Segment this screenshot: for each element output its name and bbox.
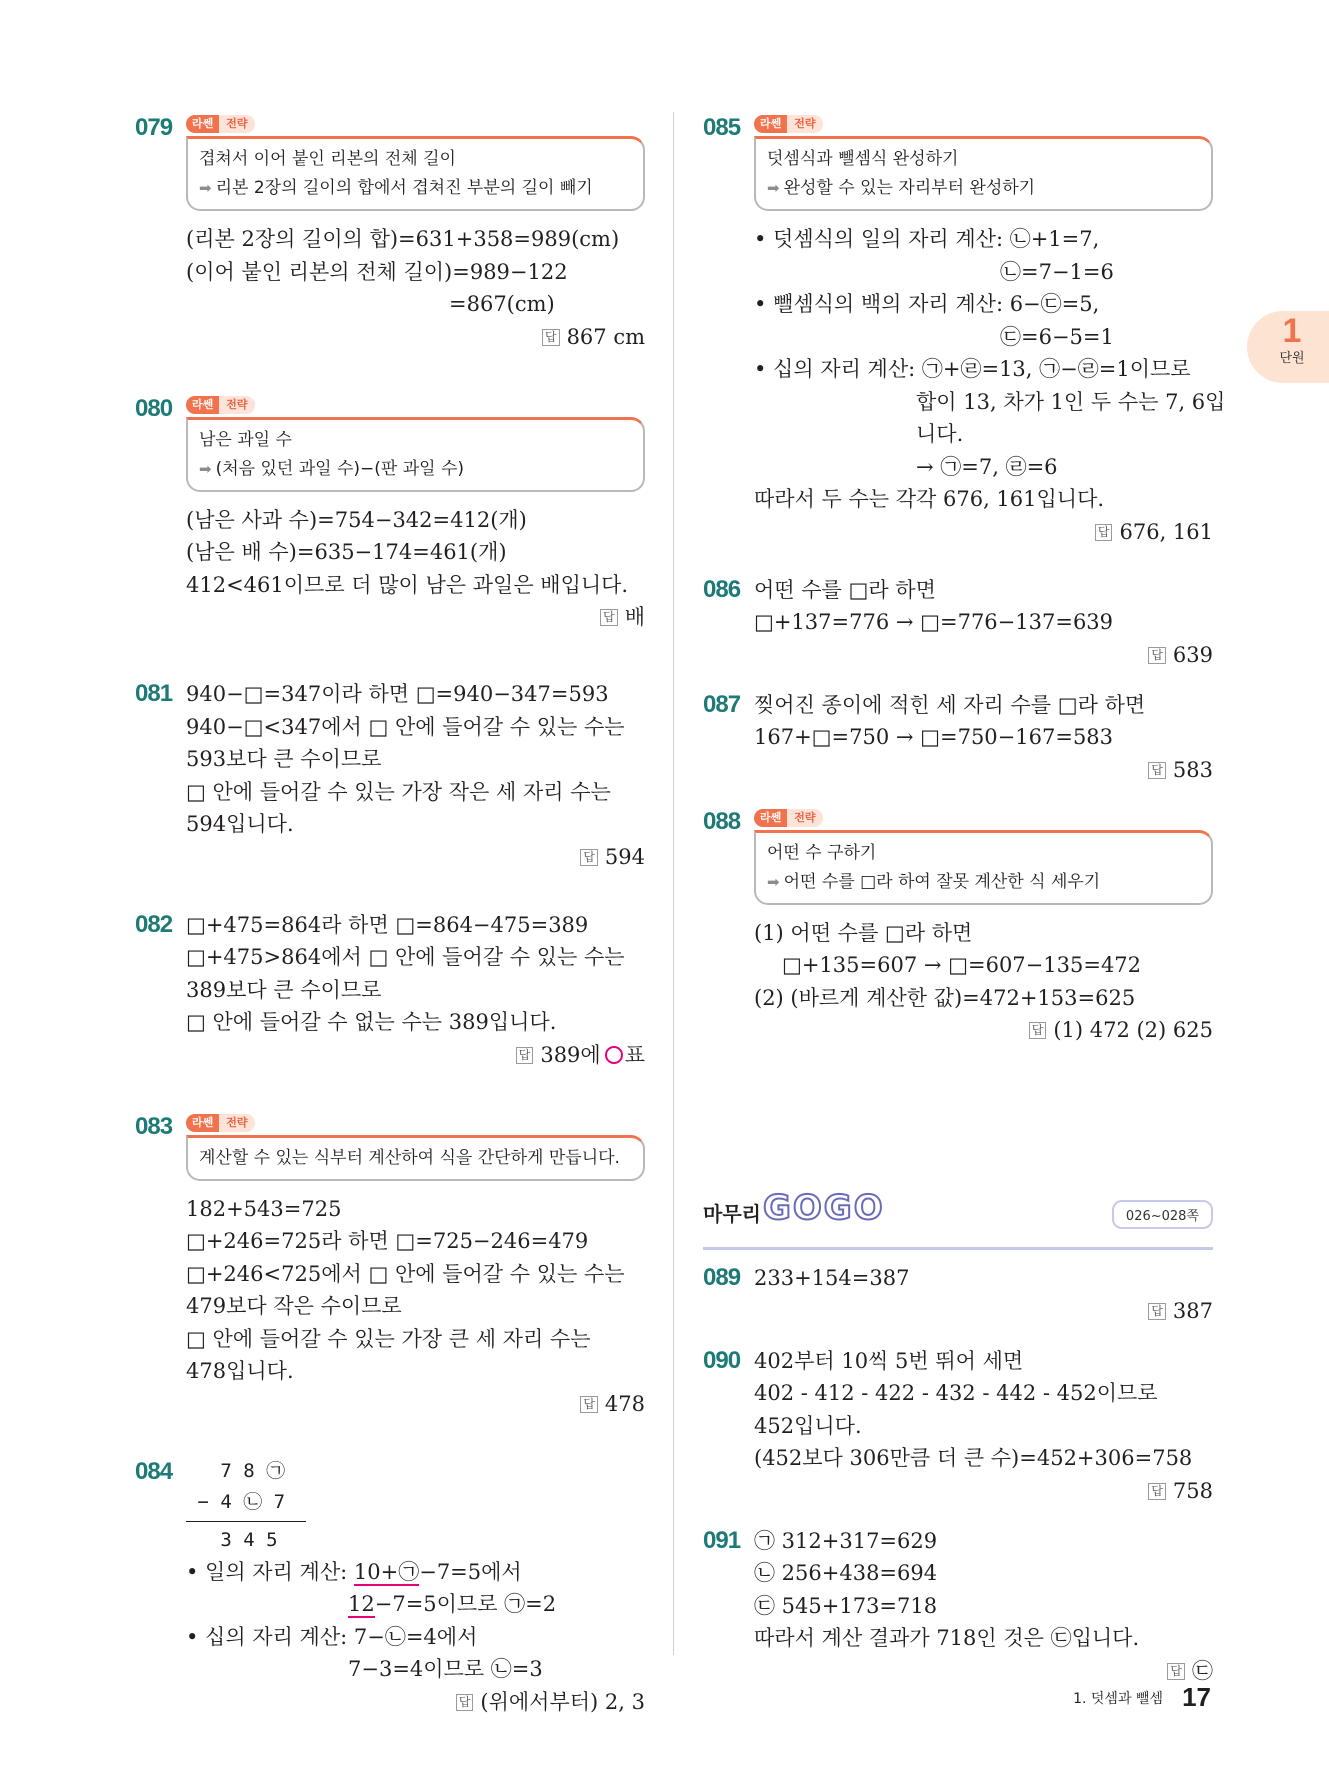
- answer: 답 758: [754, 1475, 1213, 1507]
- problem-number: 086: [703, 575, 741, 603]
- problem-number: 082: [135, 910, 173, 938]
- strategy-tag: 라쎈 전략: [186, 393, 645, 417]
- problem-086: [703, 574, 1213, 671]
- answer: 답 594: [186, 841, 645, 873]
- solution-lines: 402부터 10씩 5번 뛰어 세면 402 - 412 - 422 - 432 - 442 - 452이므로 452입니다. (452보다 306만큼 더 큰 수)=452+306=758: [754, 1348, 1193, 1470]
- answer-label-icon: 답: [1167, 1663, 1185, 1680]
- answer-label-icon: 답: [1148, 1483, 1166, 1500]
- problem-number: 084: [135, 1457, 173, 1485]
- solution-lines: 940−□=347이라 하면 □=940−347=593 940−□<347에서 □ 안에 들어갈 수 있는 수는 593보다 큰 수이므로 □ 안에 들어갈 수 있는 가장 작은 세 자리 수는 594입니다.: [186, 682, 625, 836]
- problem-091: [703, 1525, 1213, 1687]
- answer-label-icon: 답: [580, 849, 598, 866]
- answer-label-icon: 답: [1148, 647, 1166, 664]
- chapter-title: 1. 덧셈과 뺄셈: [1073, 1690, 1163, 1707]
- solution-lines: 찢어진 종이에 적힌 세 자리 수를 □라 하면 167+□=750 → □=750−167=583: [754, 692, 1146, 749]
- strategy-hint-box: 어떤 수 구하기 ➡ 어떤 수를 □라 하여 잘못 계산한 식 세우기: [754, 830, 1213, 905]
- answer-label-icon: 답: [1029, 1022, 1047, 1039]
- answer-label-icon: 답: [456, 1694, 474, 1711]
- problem-087: [703, 689, 1213, 786]
- solution-lines: 233+154=387: [754, 1266, 910, 1290]
- unit-number: 1: [1282, 312, 1302, 350]
- strategy-tag: 라쎈 전략: [754, 806, 1213, 830]
- problem-080: [135, 393, 645, 634]
- problem-082: [135, 909, 645, 1071]
- answer: 답 676, 161: [754, 516, 1213, 548]
- answer-label-icon: 답: [1148, 1303, 1166, 1320]
- left-column: [135, 112, 645, 1718]
- strategy-tag: 라쎈 전략: [186, 1111, 645, 1135]
- answer: 답 ㉢: [754, 1655, 1213, 1687]
- problem-079: [135, 112, 645, 353]
- strategy-hint-box: 덧셈식과 뺄셈식 완성하기 ➡ 완성할 수 있는 자리부터 완성하기: [754, 136, 1213, 211]
- problem-090: [703, 1345, 1213, 1507]
- page-footer: [1073, 1682, 1211, 1713]
- unit-label: 단원: [1279, 351, 1305, 366]
- problem-number: 080: [135, 394, 173, 422]
- answer: 답 (1) 472 (2) 625: [754, 1014, 1213, 1046]
- right-column: [703, 112, 1226, 1687]
- problem-number: 091: [703, 1526, 741, 1554]
- problem-089: [703, 1262, 1213, 1327]
- arrow-icon: ➡: [199, 459, 212, 478]
- strategy-tag: 라쎈 전략: [754, 112, 1213, 136]
- problem-085: [703, 112, 1226, 548]
- answer: 답 478: [186, 1388, 645, 1420]
- answer: 답 배: [186, 601, 645, 633]
- review-section-header: [703, 1186, 1213, 1250]
- arrow-icon: ➡: [767, 872, 780, 891]
- circle-mark-icon: [605, 1046, 623, 1064]
- unit-tab: [1247, 311, 1329, 383]
- problem-084: [135, 1456, 645, 1718]
- solution-lines: □+475=864라 하면 □=864−475=389 □+475>864에서 □ 안에 들어갈 수 있는 수는 389보다 큰 수이므로 □ 안에 들어갈 수 없는 수는 389입니다.: [186, 912, 625, 1034]
- gogo-logo: GOGO: [763, 1188, 885, 1228]
- solution-lines: (리본 2장의 길이의 합)=631+358=989(cm) (이어 붙인 리본의 전체 길이)=989−122 =867(cm): [186, 227, 620, 316]
- solution-lines: 182+543=725 □+246=725라 하면 □=725−246=479 □+246<725에서 □ 안에 들어갈 수 있는 수는 479보다 작은 수이므로 □ 안에 들어갈 수 있는 가장 큰 세 자리 수는 478입니다.: [186, 1196, 625, 1383]
- answer: 답 583: [754, 754, 1213, 786]
- solution-lines: • 덧셈식의 일의 자리 계산: ㉡+1=7, ㉡=7−1=6 • 뺄셈식의 백의 자리 계산: 6−㉢=5, ㉢=6−5=1 • 십의 자리 계산: ㉠+㉣=13, ㉠−㉣=1이므로 합이 13, 차가 1인 두 수는 7, 6입 니다. → ㉠=7, ㉣=6 따라서 두 수는 각각 676, 161입니다.: [754, 227, 1226, 511]
- arrow-icon: ➡: [199, 179, 212, 197]
- problem-083: [135, 1111, 645, 1420]
- solution-lines: 어떤 수를 □라 하면 □+137=776 → □=776−137=639: [754, 577, 1114, 634]
- strategy-hint-box: 남은 과일 수 ➡ (처음 있던 과일 수)−(판 과일 수): [186, 417, 645, 492]
- underline-mark: 12: [348, 1592, 375, 1616]
- page-number: 17: [1182, 1682, 1211, 1712]
- answer-label-icon: 답: [516, 1047, 534, 1064]
- arrow-icon: ➡: [767, 179, 780, 197]
- answer: 답 389에 표: [186, 1039, 645, 1071]
- problem-number: 085: [703, 114, 741, 141]
- strategy-hint-box: 계산할 수 있는 식부터 계산하여 식을 간단하게 만듭니다.: [186, 1135, 645, 1181]
- solution-lines: (남은 사과 수)=754−342=412(개) (남은 배 수)=635−174=461(개) 412<461이므로 더 많이 남은 과일은 배입니다.: [186, 507, 629, 597]
- answer-label-icon: 답: [600, 609, 618, 626]
- problem-number: 089: [703, 1264, 741, 1291]
- problem-number: 083: [135, 1112, 173, 1140]
- answer-label-icon: 답: [1095, 524, 1113, 541]
- calc-rule-line: [186, 1521, 306, 1522]
- strategy-hint-box: 겹쳐서 이어 붙인 리본의 전체 길이 ➡ 리본 2장의 길이의 합에서 겹쳐진 부분의 길이 빼기: [186, 136, 645, 211]
- page-range-badge: 026~028쪽: [1112, 1200, 1213, 1229]
- solution-lines: (1) 어떤 수를 □라 하면 □+135=607 → □=607−135=472 (2) (바르게 계산한 값)=472+153=625: [754, 920, 1142, 1010]
- column-divider: [673, 112, 674, 1655]
- problem-088: [703, 806, 1213, 1047]
- answer-label-icon: 답: [1148, 762, 1166, 779]
- solution-lines: ㉠ 312+317=629 ㉡ 256+438=694 ㉢ 545+173=718 따라서 계산 결과가 718인 것은 ㉢입니다.: [754, 1528, 1140, 1650]
- problem-number: 088: [703, 807, 741, 835]
- underline-mark: 10+㉠: [353, 1559, 420, 1584]
- vertical-subtraction: 7 8 ㉠ − 4 ㉡ 7 3 4 5: [186, 1456, 645, 1556]
- answer-label-icon: 답: [580, 1396, 598, 1413]
- review-label: 마무리: [703, 1202, 761, 1226]
- problem-number: 079: [135, 114, 173, 141]
- strategy-tag: 라쎈 전략: [186, 112, 645, 136]
- answer: 답 867 cm: [186, 321, 645, 353]
- problem-number: 087: [703, 690, 741, 718]
- answer-label-icon: 답: [542, 329, 560, 346]
- problem-number: 081: [135, 680, 173, 707]
- solution-lines: • 일의 자리 계산: 10+㉠−7=5에서 12−7=5이므로 ㉠=2 • 십의 자리 계산: 7−㉡=4에서 7−3=4이므로 ㉡=3: [186, 1559, 557, 1681]
- answer: 답 (위에서부터) 2, 3: [186, 1686, 645, 1718]
- answer: 답 639: [754, 639, 1213, 671]
- problem-081: [135, 678, 645, 873]
- problem-number: 090: [703, 1346, 741, 1374]
- answer: 답 387: [754, 1295, 1213, 1327]
